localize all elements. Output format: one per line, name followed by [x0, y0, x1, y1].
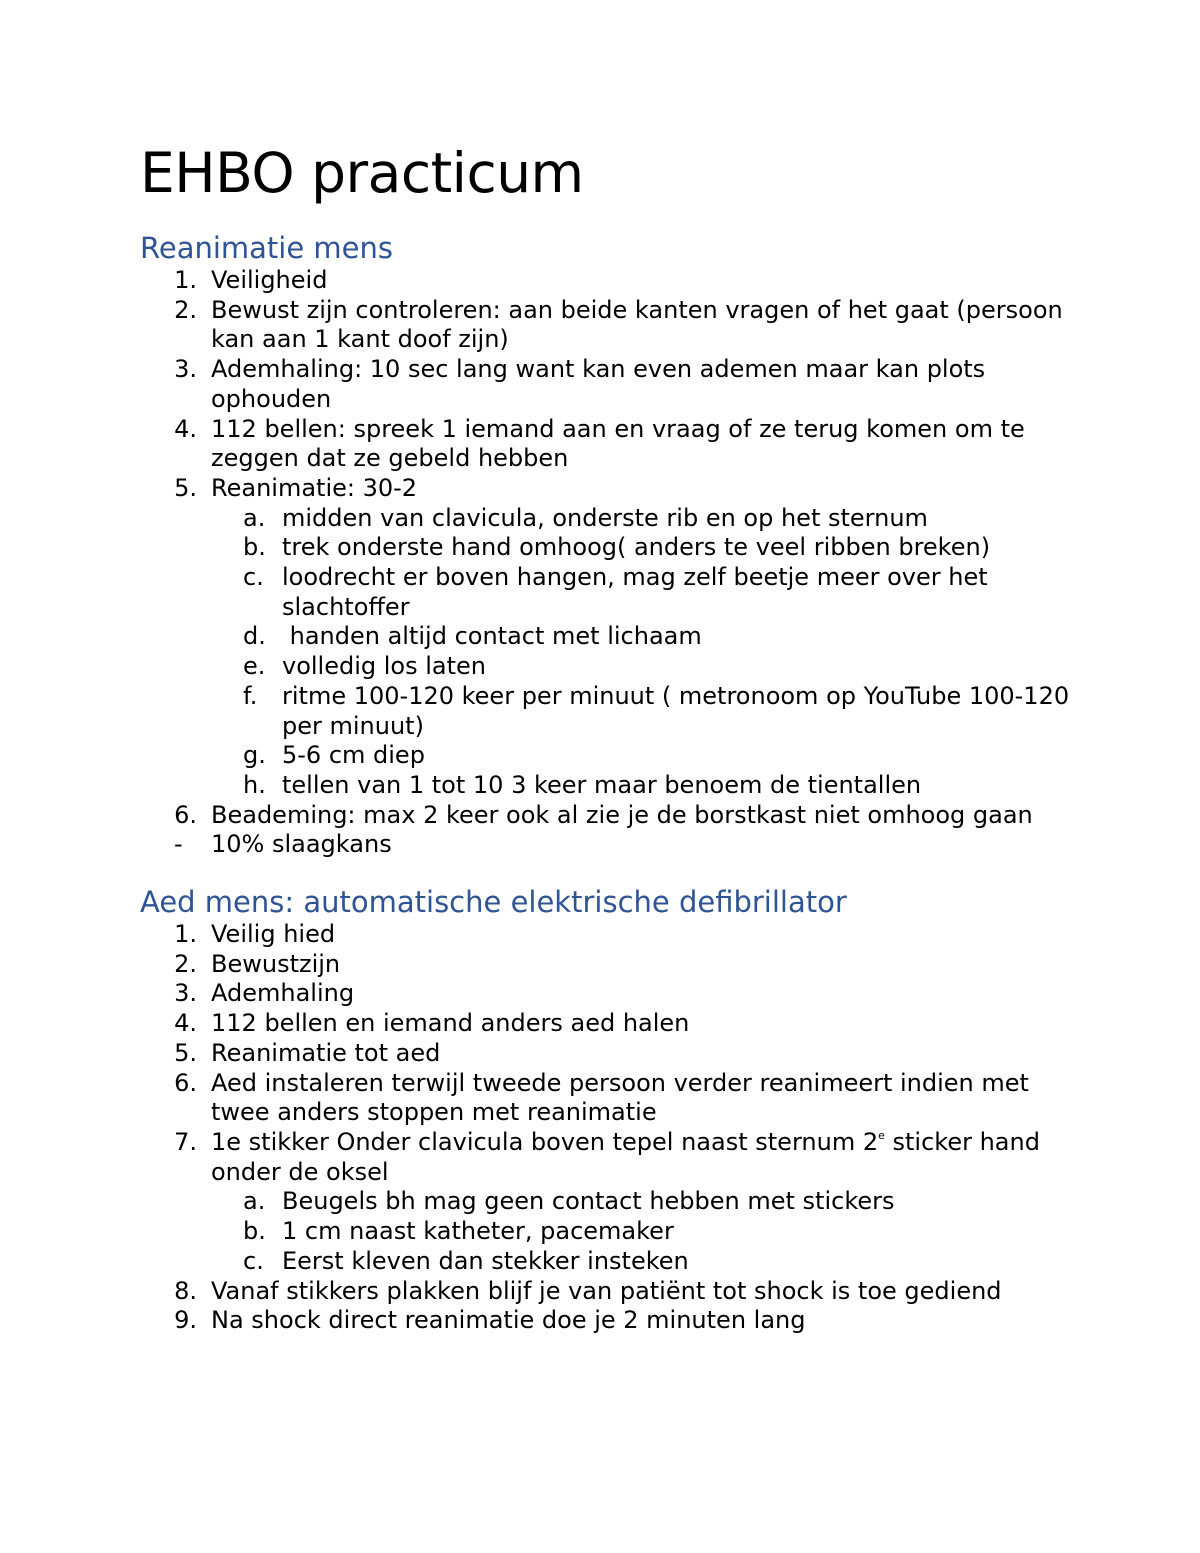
sub-list-item: [140, 1247, 1080, 1277]
list-marker: b.: [243, 533, 266, 562]
list-marker: a.: [243, 503, 266, 532]
sub-list-item: [140, 652, 1080, 682]
list-item: [140, 415, 1080, 474]
list-marker: 4.: [174, 414, 197, 443]
list-item-text: Aed instaleren terwijl tweede persoon verder reanimeert indien met twee anders stoppen met reanimatie: [211, 1068, 1029, 1127]
list-item: [140, 979, 1080, 1009]
list-marker: 4.: [174, 1009, 197, 1038]
list-item: [140, 801, 1080, 831]
list-item-text: Beademing: max 2 keer ook al zie je de borstkast niet omhoog gaan: [211, 800, 1033, 829]
list-item-text: loodrecht er boven hangen, mag zelf beetje meer over het slachtoffer: [282, 563, 988, 621]
list-item-text: Veilig hied: [211, 920, 336, 949]
list-item: [140, 1009, 1080, 1039]
list-item-text: Bewust zijn controleren: aan beide kanten vragen of het gaat (persoon kan aan 1 kant doof zijn): [211, 295, 1063, 354]
dash-list-item: [140, 830, 1080, 860]
list-item: [140, 266, 1080, 296]
list-marker: 5.: [174, 473, 197, 502]
list-item-text: ritme 100-120 keer per minuut ( metronoom op YouTube 100-120 per minuut): [282, 681, 1070, 740]
list-marker: 7.: [174, 1127, 197, 1156]
list-item: [140, 1128, 1080, 1187]
list-item-text: midden van clavicula, onderste rib en op het sternum: [282, 503, 928, 532]
list-marker: e.: [243, 652, 266, 681]
list-item: [140, 1277, 1080, 1307]
list-item-text: Reanimatie tot aed: [211, 1038, 441, 1067]
list-item-text: 1 cm naast katheter, pacemaker: [282, 1217, 674, 1246]
list-item-text: Vanaf stikkers plakken blijf je van patiënt tot shock is toe gediend: [211, 1276, 1002, 1305]
dash-marker: -: [174, 830, 183, 859]
sub-list-item: [140, 622, 1080, 652]
aed-list: [140, 920, 1080, 1336]
list-item-text-after: sticker hand onder de oksel: [211, 1127, 1048, 1186]
list-marker: h.: [243, 770, 266, 799]
superscript: e: [878, 1128, 885, 1142]
list-item: [140, 355, 1080, 414]
list-item-text: Beugels bh mag geen contact hebben met stickers: [282, 1187, 895, 1216]
list-item: [140, 950, 1080, 980]
list-item-text: Veiligheid: [211, 266, 328, 294]
list-item-text: Reanimatie: 30-2: [211, 473, 418, 502]
list-marker: b.: [243, 1217, 266, 1246]
list-item-text: trek onderste hand omhoog( anders te veel ribben breken): [282, 533, 991, 562]
sub-list-item: [140, 1217, 1080, 1247]
sub-list-item: [140, 741, 1080, 771]
list-item: [140, 920, 1080, 950]
list-marker: c.: [243, 1246, 264, 1275]
sub-list-item: [140, 682, 1080, 741]
list-marker: a.: [243, 1187, 266, 1216]
sub-list-item: [140, 563, 1080, 622]
list-item-text: 112 bellen: spreek 1 iemand aan en vraag of ze terug komen om te zeggen dat ze gebeld hebben: [211, 414, 1025, 473]
list-item: [140, 474, 1080, 504]
list-marker: 1.: [174, 266, 197, 294]
list-item-text: 5-6 cm diep: [282, 741, 425, 770]
list-item-text: Na shock direct reanimatie doe je 2 minuten lang: [211, 1306, 806, 1335]
list-marker: 6.: [174, 1068, 197, 1097]
list-marker: f.: [243, 681, 258, 710]
list-item-text: Ademhaling: 10 sec lang want kan even ademen maar kan plots ophouden: [211, 355, 986, 413]
sub-list-item: [140, 1187, 1080, 1217]
list-marker: 1.: [174, 920, 197, 949]
list-marker: c.: [243, 563, 264, 592]
list-item: [140, 1039, 1080, 1069]
list-item-text: Eerst kleven dan stekker insteken: [282, 1246, 689, 1275]
section-heading-reanimatie: Reanimatie mens: [140, 231, 393, 265]
sub-list-item: [140, 504, 1080, 534]
list-item: [140, 1069, 1080, 1128]
list-item: [140, 1306, 1080, 1336]
list-marker: 3.: [174, 979, 197, 1008]
list-item-text: Bewustzijn: [211, 949, 341, 978]
reanimatie-list: [140, 266, 1080, 860]
list-marker: 6.: [174, 800, 197, 829]
sub-list-item: [140, 771, 1080, 801]
list-item-text: 112 bellen en iemand anders aed halen: [211, 1009, 690, 1038]
list-marker: 5.: [174, 1038, 197, 1067]
list-marker: d.: [243, 622, 266, 651]
list-marker: 3.: [174, 355, 197, 384]
list-marker: 9.: [174, 1306, 197, 1335]
list-item-text: Ademhaling: [211, 979, 355, 1008]
list-item-text: 10% slaagkans: [211, 830, 392, 859]
list-marker: 8.: [174, 1276, 197, 1305]
sub-list-item: [140, 533, 1080, 563]
document-title: EHBO practicum: [140, 141, 584, 205]
list-marker: g.: [243, 741, 266, 770]
list-item: [140, 296, 1080, 355]
section-heading-aed: Aed mens: automatische elektrische defibrillator: [140, 885, 847, 920]
list-marker: 2.: [174, 295, 197, 324]
list-marker: 2.: [174, 949, 197, 978]
list-item-text: volledig los laten: [282, 652, 486, 681]
list-item-text: handen altijd contact met lichaam: [282, 622, 702, 651]
list-item-text-before: 1e stikker Onder clavicula boven tepel naast sternum 2: [211, 1127, 879, 1156]
list-item-text: tellen van 1 tot 10 3 keer maar benoem de tientallen: [282, 770, 922, 799]
